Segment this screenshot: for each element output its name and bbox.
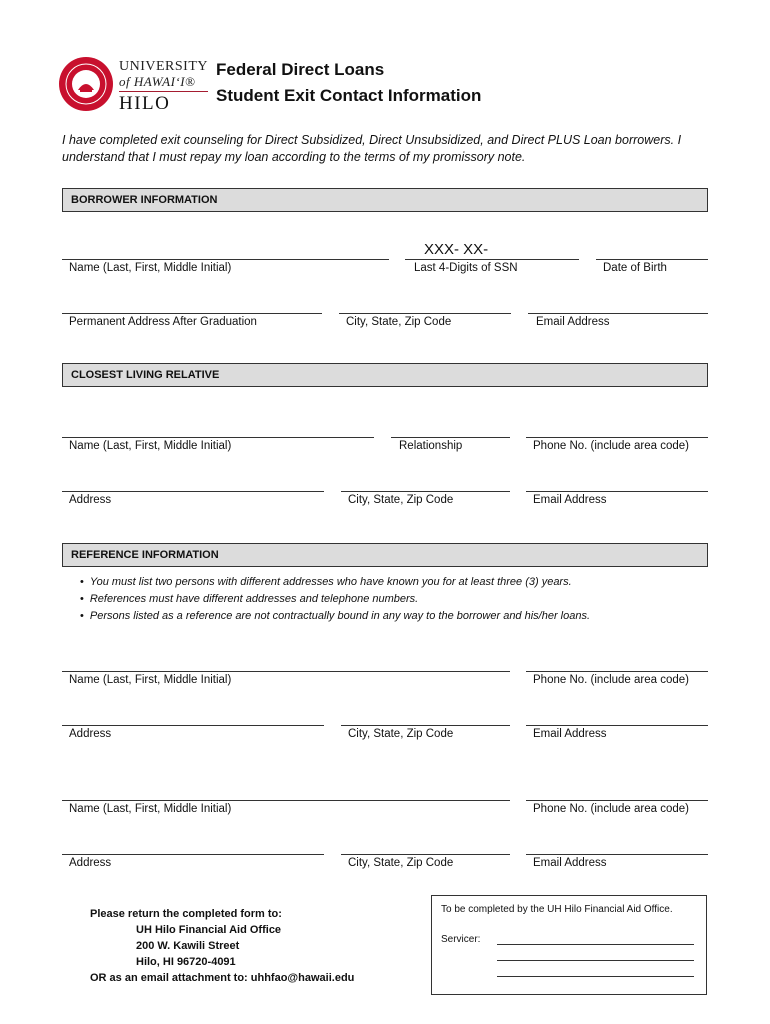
relative-address-label: Address xyxy=(69,494,112,506)
borrower-ssn-field[interactable] xyxy=(405,259,579,260)
office-use-title: To be completed by the UH Hilo Financial Aid Office. xyxy=(441,904,673,915)
relative-city-field[interactable] xyxy=(341,491,510,492)
reference1-address-field[interactable] xyxy=(62,725,324,726)
relative-email-field[interactable] xyxy=(526,491,708,492)
borrower-ssn-label: Last 4-Digits of SSN xyxy=(414,262,518,274)
reference2-address-label: Address xyxy=(69,857,112,869)
reference2-email-field[interactable] xyxy=(526,854,708,855)
borrower-city-field[interactable] xyxy=(339,313,511,314)
section-closest-living-relative: CLOSEST LIVING RELATIVE xyxy=(62,363,708,387)
reference2-phone-field[interactable] xyxy=(526,800,708,801)
reference1-name-label: Name (Last, First, Middle Initial) xyxy=(69,674,232,686)
servicer-field-line-3[interactable] xyxy=(497,976,694,977)
relative-phone-label: Phone No. (include area code) xyxy=(533,440,689,452)
reference1-email-label: Email Address xyxy=(533,728,607,740)
reference1-city-label: City, State, Zip Code xyxy=(348,728,454,740)
servicer-field-line-1[interactable] xyxy=(497,944,694,945)
reference2-city-label: City, State, Zip Code xyxy=(348,857,454,869)
return-instructions xyxy=(90,906,354,986)
relative-email-label: Email Address xyxy=(533,494,607,506)
reference1-email-field[interactable] xyxy=(526,725,708,726)
logo-line-of-hawaii: of HAWAI‘I® xyxy=(119,74,196,89)
form-subtitle: Student Exit Contact Information xyxy=(216,86,482,105)
office-use-box xyxy=(431,895,707,995)
intro-statement: I have completed exit counseling for Direct Subsidized, Direct Unsubsidized, and Direct PLUS Loan borrowers. I understand that I must repay my loan according to the terms of my promissory note. xyxy=(62,133,682,164)
ssn-prefill: XXX- XX- xyxy=(424,241,489,258)
reference-bullet: • References must have different addresses and telephone numbers. xyxy=(80,591,590,608)
borrower-city-label: City, State, Zip Code xyxy=(346,316,452,328)
reference2-email-label: Email Address xyxy=(533,857,607,869)
reference-bullet: • You must list two persons with different addresses who have known you for at least three (3) years. xyxy=(80,574,590,591)
reference2-city-field[interactable] xyxy=(341,854,510,855)
return-street: 200 W. Kawili Street xyxy=(136,940,240,952)
section-reference-information: REFERENCE INFORMATION xyxy=(62,543,708,567)
borrower-name-field[interactable] xyxy=(62,259,389,260)
reference-instructions xyxy=(80,574,590,625)
section-borrower-information: BORROWER INFORMATION xyxy=(62,188,708,212)
servicer-label: Servicer: xyxy=(441,934,481,945)
borrower-dob-field[interactable] xyxy=(596,259,708,260)
relative-city-label: City, State, Zip Code xyxy=(348,494,454,506)
reference1-phone-label: Phone No. (include area code) xyxy=(533,674,689,686)
return-city: Hilo, HI 96720-4091 xyxy=(136,956,236,968)
return-heading: Please return the completed form to: xyxy=(90,908,282,920)
reference2-address-field[interactable] xyxy=(62,854,324,855)
relative-relationship-field[interactable] xyxy=(391,437,510,438)
relative-phone-field[interactable] xyxy=(526,437,708,438)
reference1-city-field[interactable] xyxy=(341,725,510,726)
relative-address-field[interactable] xyxy=(62,491,324,492)
relative-relationship-label: Relationship xyxy=(399,440,463,452)
servicer-field-line-2[interactable] xyxy=(497,960,694,961)
university-seal-icon xyxy=(58,56,114,112)
borrower-address-label: Permanent Address After Graduation xyxy=(69,316,257,328)
logo-line-hilo: HILO xyxy=(119,91,208,115)
reference1-name-field[interactable] xyxy=(62,671,510,672)
return-email: OR as an email attachment to: uhhfao@hawaii.edu xyxy=(90,972,355,984)
reference2-name-label: Name (Last, First, Middle Initial) xyxy=(69,803,232,815)
borrower-email-field[interactable] xyxy=(528,313,708,314)
borrower-dob-label: Date of Birth xyxy=(603,262,667,274)
relative-name-label: Name (Last, First, Middle Initial) xyxy=(69,440,232,452)
logo-line-university: UNIVERSITY xyxy=(119,59,208,74)
form-title: Federal Direct Loans xyxy=(216,60,385,79)
university-logo-text xyxy=(119,59,208,115)
borrower-name-label: Name (Last, First, Middle Initial) xyxy=(69,262,232,274)
relative-name-field[interactable] xyxy=(62,437,374,438)
reference1-address-label: Address xyxy=(69,728,112,740)
borrower-email-label: Email Address xyxy=(536,316,610,328)
reference-bullet: • Persons listed as a reference are not contractually bound in any way to the borrower and his/her loans. xyxy=(80,608,590,625)
reference1-phone-field[interactable] xyxy=(526,671,708,672)
return-office: UH Hilo Financial Aid Office xyxy=(136,924,282,936)
reference2-phone-label: Phone No. (include area code) xyxy=(533,803,689,815)
borrower-address-field[interactable] xyxy=(62,313,322,314)
reference2-name-field[interactable] xyxy=(62,800,510,801)
